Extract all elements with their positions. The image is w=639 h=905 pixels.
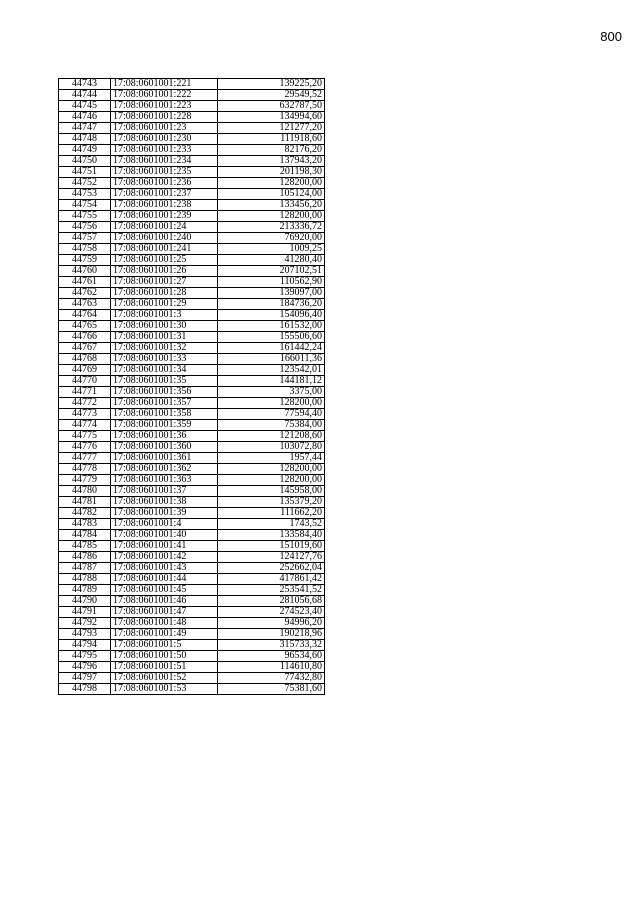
value-cell: 77432,80 — [218, 673, 325, 684]
row-number-cell: 44756 — [59, 222, 111, 233]
cadastral-number-cell: 17:08:0601001:235 — [111, 167, 218, 178]
cadastral-number-cell: 17:08:0601001:237 — [111, 189, 218, 200]
row-number-cell: 44796 — [59, 662, 111, 673]
cadastral-number-cell: 17:08:0601001:239 — [111, 211, 218, 222]
value-cell: 1009,25 — [218, 244, 325, 255]
table-row — [59, 475, 325, 486]
cadastral-number-cell: 17:08:0601001:51 — [111, 662, 218, 673]
row-number-cell: 44778 — [59, 464, 111, 475]
value-cell: 128200,00 — [218, 211, 325, 222]
table-row — [59, 486, 325, 497]
table-row — [59, 376, 325, 387]
cadastral-number-cell: 17:08:0601001:37 — [111, 486, 218, 497]
row-number-cell: 44762 — [59, 288, 111, 299]
table-row — [59, 651, 325, 662]
cadastral-number-cell: 17:08:0601001:40 — [111, 530, 218, 541]
table-row — [59, 112, 325, 123]
cadastral-number-cell: 17:08:0601001:33 — [111, 354, 218, 365]
table-row — [59, 409, 325, 420]
value-cell: 124127,76 — [218, 552, 325, 563]
value-cell: 110562,90 — [218, 277, 325, 288]
cadastral-number-cell: 17:08:0601001:361 — [111, 453, 218, 464]
cadastral-number-cell: 17:08:0601001:363 — [111, 475, 218, 486]
row-number-cell: 44793 — [59, 629, 111, 640]
table-row — [59, 640, 325, 651]
cadastral-number-cell: 17:08:0601001:38 — [111, 497, 218, 508]
cadastral-number-cell: 17:08:0601001:43 — [111, 563, 218, 574]
cadastral-number-cell: 17:08:0601001:3 — [111, 310, 218, 321]
row-number-cell: 44775 — [59, 431, 111, 442]
value-cell: 128200,00 — [218, 398, 325, 409]
cadastral-number-cell: 17:08:0601001:36 — [111, 431, 218, 442]
table-row — [59, 607, 325, 618]
value-cell: 75381,60 — [218, 684, 325, 695]
table-row — [59, 365, 325, 376]
table-row — [59, 123, 325, 134]
row-number-cell: 44744 — [59, 90, 111, 101]
cadastral-number-cell: 17:08:0601001:41 — [111, 541, 218, 552]
value-cell: 1957,44 — [218, 453, 325, 464]
row-number-cell: 44748 — [59, 134, 111, 145]
row-number-cell: 44761 — [59, 277, 111, 288]
cadastral-number-cell: 17:08:0601001:241 — [111, 244, 218, 255]
cadastral-number-cell: 17:08:0601001:228 — [111, 112, 218, 123]
cadastral-number-cell: 17:08:0601001:358 — [111, 409, 218, 420]
value-cell: 274523,40 — [218, 607, 325, 618]
value-cell: 3375,00 — [218, 387, 325, 398]
value-cell: 154096,40 — [218, 310, 325, 321]
cadastral-number-cell: 17:08:0601001:29 — [111, 299, 218, 310]
cadastral-number-cell: 17:08:0601001:221 — [111, 79, 218, 90]
cadastral-number-cell: 17:08:0601001:26 — [111, 266, 218, 277]
table-row — [59, 552, 325, 563]
value-cell: 161532,00 — [218, 321, 325, 332]
value-cell: 96534,60 — [218, 651, 325, 662]
table-row — [59, 354, 325, 365]
cadastral-number-cell: 17:08:0601001:240 — [111, 233, 218, 244]
value-cell: 114610,80 — [218, 662, 325, 673]
row-number-cell: 44780 — [59, 486, 111, 497]
cadastral-number-cell: 17:08:0601001:362 — [111, 464, 218, 475]
cadastral-number-cell: 17:08:0601001:28 — [111, 288, 218, 299]
cadastral-number-cell: 17:08:0601001:236 — [111, 178, 218, 189]
cadastral-number-cell: 17:08:0601001:223 — [111, 101, 218, 112]
row-number-cell: 44773 — [59, 409, 111, 420]
cadastral-number-cell: 17:08:0601001:35 — [111, 376, 218, 387]
cadastral-number-cell: 17:08:0601001:48 — [111, 618, 218, 629]
row-number-cell: 44798 — [59, 684, 111, 695]
row-number-cell: 44771 — [59, 387, 111, 398]
table-row — [59, 167, 325, 178]
cadastral-number-cell: 17:08:0601001:31 — [111, 332, 218, 343]
cadastral-number-cell: 17:08:0601001:25 — [111, 255, 218, 266]
value-cell: 135379,20 — [218, 497, 325, 508]
table-row — [59, 200, 325, 211]
table-row — [59, 321, 325, 332]
cadastral-number-cell: 17:08:0601001:230 — [111, 134, 218, 145]
row-number-cell: 44752 — [59, 178, 111, 189]
row-number-cell: 44769 — [59, 365, 111, 376]
row-number-cell: 44764 — [59, 310, 111, 321]
cadastral-number-cell: 17:08:0601001:47 — [111, 607, 218, 618]
row-number-cell: 44791 — [59, 607, 111, 618]
row-number-cell: 44789 — [59, 585, 111, 596]
row-number-cell: 44774 — [59, 420, 111, 431]
table-row — [59, 662, 325, 673]
value-cell: 253541,52 — [218, 585, 325, 596]
cadastral-number-cell: 17:08:0601001:4 — [111, 519, 218, 530]
row-number-cell: 44755 — [59, 211, 111, 222]
table-row — [59, 497, 325, 508]
table-row — [59, 420, 325, 431]
value-cell: 213336,72 — [218, 222, 325, 233]
table-row — [59, 79, 325, 90]
table-row — [59, 244, 325, 255]
records-table-body — [59, 79, 325, 695]
row-number-cell: 44765 — [59, 321, 111, 332]
row-number-cell: 44770 — [59, 376, 111, 387]
row-number-cell: 44784 — [59, 530, 111, 541]
row-number-cell: 44776 — [59, 442, 111, 453]
value-cell: 207102,51 — [218, 266, 325, 277]
row-number-cell: 44795 — [59, 651, 111, 662]
value-cell: 111918,60 — [218, 134, 325, 145]
row-number-cell: 44758 — [59, 244, 111, 255]
table-row — [59, 442, 325, 453]
value-cell: 315733,32 — [218, 640, 325, 651]
row-number-cell: 44759 — [59, 255, 111, 266]
row-number-cell: 44757 — [59, 233, 111, 244]
value-cell: 417861,42 — [218, 574, 325, 585]
cadastral-number-cell: 17:08:0601001:30 — [111, 321, 218, 332]
row-number-cell: 44768 — [59, 354, 111, 365]
page-number: 800 — [600, 29, 622, 44]
value-cell: 123542,01 — [218, 365, 325, 376]
row-number-cell: 44777 — [59, 453, 111, 464]
value-cell: 94996,20 — [218, 618, 325, 629]
cadastral-number-cell: 17:08:0601001:45 — [111, 585, 218, 596]
row-number-cell: 44747 — [59, 123, 111, 134]
row-number-cell: 44750 — [59, 156, 111, 167]
value-cell: 133456,20 — [218, 200, 325, 211]
value-cell: 201198,30 — [218, 167, 325, 178]
value-cell: 128200,00 — [218, 178, 325, 189]
value-cell: 75384,00 — [218, 420, 325, 431]
value-cell: 166011,36 — [218, 354, 325, 365]
value-cell: 145958,00 — [218, 486, 325, 497]
cadastral-number-cell: 17:08:0601001:222 — [111, 90, 218, 101]
cadastral-number-cell: 17:08:0601001:360 — [111, 442, 218, 453]
value-cell: 632787,50 — [218, 101, 325, 112]
table-row — [59, 299, 325, 310]
table-row — [59, 563, 325, 574]
table-row — [59, 596, 325, 607]
cadastral-number-cell: 17:08:0601001:238 — [111, 200, 218, 211]
row-number-cell: 44746 — [59, 112, 111, 123]
table-row — [59, 255, 325, 266]
row-number-cell: 44766 — [59, 332, 111, 343]
cadastral-number-cell: 17:08:0601001:39 — [111, 508, 218, 519]
table-row — [59, 310, 325, 321]
cadastral-number-cell: 17:08:0601001:32 — [111, 343, 218, 354]
table-row — [59, 684, 325, 695]
value-cell: 103072,80 — [218, 442, 325, 453]
cadastral-number-cell: 17:08:0601001:46 — [111, 596, 218, 607]
row-number-cell: 44781 — [59, 497, 111, 508]
cadastral-number-cell: 17:08:0601001:23 — [111, 123, 218, 134]
cadastral-number-cell: 17:08:0601001:49 — [111, 629, 218, 640]
records-table — [58, 78, 325, 695]
value-cell: 144181,12 — [218, 376, 325, 387]
row-number-cell: 44782 — [59, 508, 111, 519]
table-row — [59, 618, 325, 629]
table-row — [59, 387, 325, 398]
cadastral-number-cell: 17:08:0601001:356 — [111, 387, 218, 398]
value-cell: 82176,20 — [218, 145, 325, 156]
value-cell: 105124,00 — [218, 189, 325, 200]
table-row — [59, 178, 325, 189]
row-number-cell: 44792 — [59, 618, 111, 629]
table-row — [59, 189, 325, 200]
value-cell: 281056,68 — [218, 596, 325, 607]
table-row — [59, 343, 325, 354]
table-row — [59, 530, 325, 541]
value-cell: 77594,40 — [218, 409, 325, 420]
row-number-cell: 44779 — [59, 475, 111, 486]
value-cell: 133584,40 — [218, 530, 325, 541]
row-number-cell: 44794 — [59, 640, 111, 651]
table-row — [59, 673, 325, 684]
row-number-cell: 44785 — [59, 541, 111, 552]
table-row — [59, 90, 325, 101]
table-row — [59, 156, 325, 167]
table-row — [59, 464, 325, 475]
value-cell: 41280,40 — [218, 255, 325, 266]
row-number-cell: 44763 — [59, 299, 111, 310]
table-row — [59, 431, 325, 442]
cadastral-number-cell: 17:08:0601001:5 — [111, 640, 218, 651]
row-number-cell: 44753 — [59, 189, 111, 200]
row-number-cell: 44743 — [59, 79, 111, 90]
table-row — [59, 519, 325, 530]
row-number-cell: 44767 — [59, 343, 111, 354]
cadastral-number-cell: 17:08:0601001:50 — [111, 651, 218, 662]
cadastral-number-cell: 17:08:0601001:357 — [111, 398, 218, 409]
row-number-cell: 44786 — [59, 552, 111, 563]
cadastral-number-cell: 17:08:0601001:24 — [111, 222, 218, 233]
value-cell: 139225,20 — [218, 79, 325, 90]
cadastral-number-cell: 17:08:0601001:42 — [111, 552, 218, 563]
table-row — [59, 266, 325, 277]
table-row — [59, 629, 325, 640]
value-cell: 29549,52 — [218, 90, 325, 101]
value-cell: 139097,00 — [218, 288, 325, 299]
cadastral-number-cell: 17:08:0601001:359 — [111, 420, 218, 431]
table-row — [59, 134, 325, 145]
table-row — [59, 211, 325, 222]
value-cell: 121277,20 — [218, 123, 325, 134]
row-number-cell: 44745 — [59, 101, 111, 112]
row-number-cell: 44790 — [59, 596, 111, 607]
table-row — [59, 541, 325, 552]
table-row — [59, 332, 325, 343]
value-cell: 134994,60 — [218, 112, 325, 123]
value-cell: 155506,60 — [218, 332, 325, 343]
cadastral-number-cell: 17:08:0601001:27 — [111, 277, 218, 288]
row-number-cell: 44787 — [59, 563, 111, 574]
table-row — [59, 288, 325, 299]
value-cell: 1743,52 — [218, 519, 325, 530]
row-number-cell: 44760 — [59, 266, 111, 277]
table-row — [59, 398, 325, 409]
value-cell: 252662,04 — [218, 563, 325, 574]
cadastral-number-cell: 17:08:0601001:233 — [111, 145, 218, 156]
table-row — [59, 508, 325, 519]
table-row — [59, 574, 325, 585]
table-row — [59, 101, 325, 112]
value-cell: 111662,20 — [218, 508, 325, 519]
cadastral-number-cell: 17:08:0601001:53 — [111, 684, 218, 695]
table-row — [59, 222, 325, 233]
value-cell: 151019,60 — [218, 541, 325, 552]
value-cell: 190218,96 — [218, 629, 325, 640]
cadastral-number-cell: 17:08:0601001:44 — [111, 574, 218, 585]
value-cell: 161442,24 — [218, 343, 325, 354]
value-cell: 128200,00 — [218, 464, 325, 475]
table-row — [59, 233, 325, 244]
row-number-cell: 44788 — [59, 574, 111, 585]
value-cell: 121208,60 — [218, 431, 325, 442]
value-cell: 137943,20 — [218, 156, 325, 167]
value-cell: 76920,00 — [218, 233, 325, 244]
table-row — [59, 453, 325, 464]
cadastral-number-cell: 17:08:0601001:34 — [111, 365, 218, 376]
table-row — [59, 145, 325, 156]
row-number-cell: 44797 — [59, 673, 111, 684]
cadastral-number-cell: 17:08:0601001:234 — [111, 156, 218, 167]
table-row — [59, 585, 325, 596]
row-number-cell: 44751 — [59, 167, 111, 178]
value-cell: 184736,20 — [218, 299, 325, 310]
row-number-cell: 44783 — [59, 519, 111, 530]
cadastral-number-cell: 17:08:0601001:52 — [111, 673, 218, 684]
value-cell: 128200,00 — [218, 475, 325, 486]
row-number-cell: 44749 — [59, 145, 111, 156]
row-number-cell: 44754 — [59, 200, 111, 211]
row-number-cell: 44772 — [59, 398, 111, 409]
table-row — [59, 277, 325, 288]
